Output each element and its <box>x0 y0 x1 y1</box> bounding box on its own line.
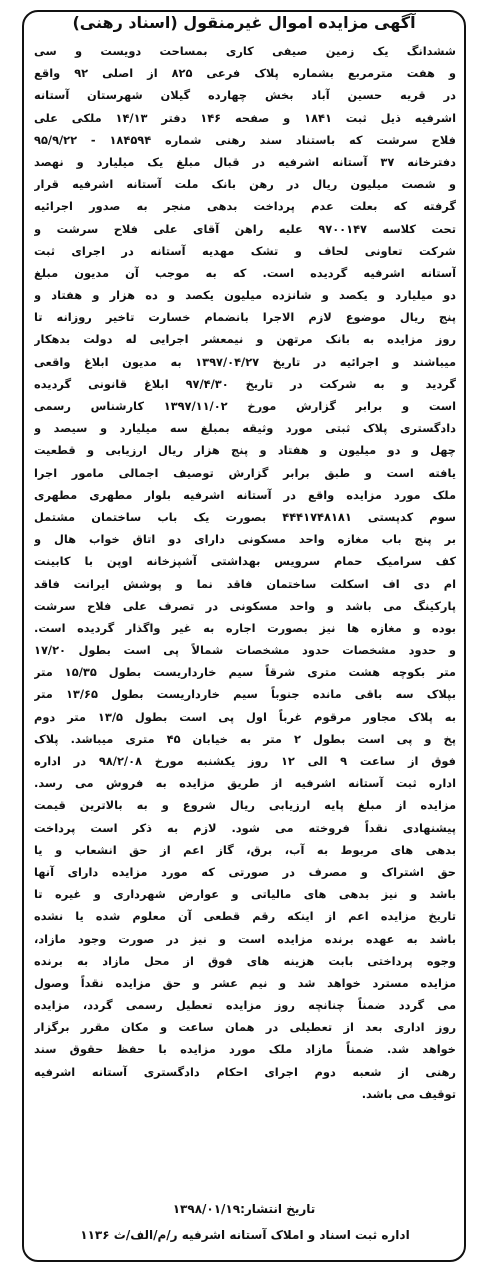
publish-date: تاریخ انتشار:۱۳۹۸/۰۱/۱۹ <box>172 1202 316 1216</box>
notice-line: می گردد ضمناً چنانچه روز مزایده تعطیل رسمی گردد، مزایده <box>34 998 456 1013</box>
notice-title: آگهی مزایده اموال غیرمنقول (اسناد رهنی) <box>72 13 416 32</box>
notice-line: بپلاک سه باقی مانده جنوباً سیم خارداریست بطول ۱۳/۶۵ متر <box>34 687 456 702</box>
notice-line: پخ و پی است بطول ۲ متر به خیابان ۴۵ متری میباشد. پلاک <box>34 731 456 746</box>
notice-line: بر پنج باب مغازه واحد مسکونی دارای دو اتاق خواب هال و <box>34 532 456 547</box>
notice-line: دادگستری پلاک ثبتی مورد وثیقه بمبلغ سه میلیارد و سیصد و <box>34 421 456 436</box>
notice-line: دفترخانه ۳۷ آستانه اشرفیه در قبال مبلغ یک میلیارد و نهصد <box>34 154 456 169</box>
office-signature: اداره ثبت اسناد و املاک آستانه اشرفیه ر/م/الف/ث ۱۱۳۶ <box>80 1228 410 1242</box>
notice-line: و هفت مترمربع بشماره پلاک فرعی ۸۲۵ از اصلی ۹۲ واقع <box>34 66 456 81</box>
notice-line: اشرفیه ذیل ثبت ۱۸۴۱ و صفحه ۱۴۶ دفتر ۱۴/۱۳ ملکی علی <box>34 110 456 125</box>
notice-line: باشد و نیز بدهی های مالیاتی و عوارض شهرداری و غیره تا <box>34 887 456 902</box>
notice-line: گردید و به شرکت در تاریخ ۹۷/۴/۳۰ ابلاغ قانونی گردیده <box>34 376 456 391</box>
notice-line: خواهد شد. ضمناً مازاد ملک مورد مزایده با حفظ حقوق سند <box>34 1042 456 1057</box>
notice-line: میباشند و اجرائیه در تاریخ ۱۳۹۷/۰۴/۲۷ به مدیون ابلاغ واقعی <box>34 354 456 369</box>
notice-line: چهل و دو میلیون و هفتاد و پنج هزار ریال ارزیابی و قطعیت <box>34 443 456 458</box>
notice-line: ملک مورد مزایده واقع در آستانه اشرفیه بلوار مطهری مطهری <box>34 487 456 502</box>
notice-line: گرفته که بعلت عدم پرداخت بدهی منجر به صدور اجرائیه <box>34 199 456 214</box>
notice-line: آستانه اشرفیه گردیده است. که به موجب آن مدیون مبلغ <box>34 265 456 280</box>
notice-line: به پلاک مجاور مرقوم غرباً اول پی است بطول ۱۳/۵ متر دوم <box>34 709 456 724</box>
notice-line: رهنی از شعبه دوم اجرای احکام دادگستری آستانه اشرفیه <box>34 1064 456 1079</box>
notice-line: مزایده مسترد خواهد شد و نیم عشر و حق مزایده نقداً وصول <box>34 975 456 990</box>
notice-line: پیشنهادی نقداً فروخته می شود. لازم به ذکر است پرداخت <box>34 820 456 835</box>
notice-line: بدهی های مربوط به آب، برق، گاز اعم از حق انشعاب و یا <box>34 842 456 857</box>
notice-line: متر بکوچه هشت متری شرقاً سیم خارداریست بطول ۱۵/۳۵ متر <box>34 665 456 680</box>
notice-line: وجوه پرداختی بابت هزینه های فوق از محل مازاد به برنده <box>34 953 456 968</box>
notice-line: باشد به عهده برنده مزایده است و نیز در صورت وجود مازاد، <box>34 931 456 946</box>
notice-line: و حدود مشخصات حدود مشخصات شمالاً پی است بطول ۱۷/۲۰ <box>34 643 456 658</box>
notice-line: یافته است و طبق برابر گزارش توصیف اجمالی مامور اجرا <box>34 465 456 480</box>
notice-line: و شصت میلیون ریال در رهن بانک ملت آستانه اشرفیه قرار <box>34 177 456 192</box>
notice-line: حق اشتراک و مصرف در صورتی که مورد مزایده دارای آنها <box>34 864 456 879</box>
notice-line: تاریخ مزایده اعم از اینکه رقم قطعی آن معلوم شده یا نشده <box>34 909 456 924</box>
notice-line: توقیف می باشد. <box>361 1086 456 1101</box>
notice-line: فلاح سرشت که باستناد سند رهنی شماره ۱۸۴۵۹۴ - ۹۵/۹/۲۲ <box>34 132 456 147</box>
notice-line: پنج ریال موضوع لازم الاجرا بانضمام خسارت تاخیر روزانه تا <box>34 310 456 325</box>
notice-line: اداره ثبت آستانه اشرفیه از طریق مزایده به فروش می رسد. <box>34 776 456 791</box>
notice-line: شرکت تعاونی لحاف و تشک مهدیه آستانه در اجرای ثبت <box>34 243 456 258</box>
notice-line: ام دی اف اسکلت ساختمان فاقد نما و پوشش ایرانت فاقد <box>34 576 456 591</box>
notice-line: کف سرامیک حمام سرویس بهداشتی آشپزخانه اوپن با کابینت <box>34 554 456 569</box>
notice-line: سوم کدپستی ۴۴۴۱۷۴۸۱۸۱ بصورت یک باب ساختمان مشتمل <box>34 509 456 524</box>
notice-line: روز مزایده به بانک مرتهن و نیمعشر اجرایی له دولت بدهکار <box>34 332 456 347</box>
notice-line: بوده و مغازه ها نیز بصورت اجاره به غیر واگذار گردیده است. <box>34 620 456 635</box>
notice-line: تحت کلاسه ۹۷۰۰۱۴۷ علیه راهن آقای علی فلاح سرشت و <box>34 221 456 236</box>
notice-line: است و برابر گزارش مورخ ۱۳۹۷/۱۱/۰۲ کارشناس رسمی <box>34 399 456 413</box>
notice-line: مزایده از مبلغ پایه ارزیابی ریال شروع و به بالاترین قیمت <box>34 798 456 813</box>
notice-line: فوق از ساعت ۹ الی ۱۲ روز یکشنبه مورخ ۹۸/۲/۰۸ در اداره <box>34 754 456 768</box>
notice-line: روز اداری بعد از تعطیلی در همان ساعت و مکان مقرر برگزار <box>34 1020 456 1035</box>
notice-line: در قریه حسین آباد بخش چهارده گیلان شهرستان آستانه <box>34 88 456 103</box>
notice-line: پارکینگ می باشد و واحد مسکونی در تصرف علی فلاح سرشت <box>34 598 456 613</box>
notice-line: دو میلیارد و یکصد و شانزده میلیون یکصد و ده هزار و هفتاد و <box>34 288 456 303</box>
notice-line: ششدانگ یک زمین صیفی کاری بمساحت دویست و سی <box>34 44 456 58</box>
notice-body <box>34 40 456 1105</box>
